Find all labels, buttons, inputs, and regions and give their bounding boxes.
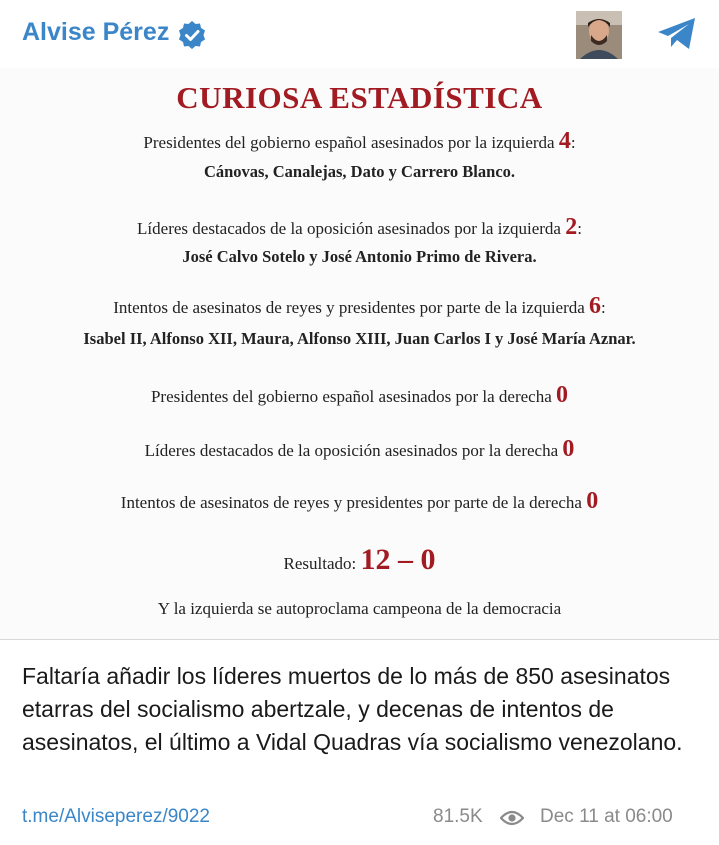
stat-line-4: Presidentes del gobierno español asesinados por la derecha 0	[150, 382, 569, 408]
view-count: 81.5K	[433, 806, 483, 827]
divider	[0, 639, 719, 640]
verified-badge-icon	[177, 20, 207, 50]
stat-line-3: Intentos de asesinatos de reyes y presidentes por parte de la izquierda 6:	[113, 293, 606, 319]
post-date: Dec 11 at 06:00	[540, 806, 673, 827]
eye-icon	[500, 809, 524, 827]
result-line: Resultado: 12 – 0	[283, 543, 436, 576]
post-header	[0, 0, 719, 68]
stat-line-5: Líderes destacados de la oposición asesinados por la derecha 0	[144, 436, 575, 462]
stat-names-3: Isabel II, Alfonso XII, Maura, Alfonso XIII, Juan Carlos I y José María Aznar.	[83, 329, 636, 348]
post-footer	[0, 806, 719, 832]
closing-line: Y la izquierda se autoproclama campeona de la democracia	[157, 599, 562, 618]
image-title: CURIOSA ESTADÍSTICA	[176, 80, 543, 115]
stat-names-2: José Calvo Sotelo y José Antonio Primo de Rivera.	[182, 247, 537, 266]
avatar[interactable]	[576, 11, 622, 59]
post-text: Faltaría añadir los líderes muertos de lo más de 850 asesinatos etarras del socialismo abertzale, y decenas de intentos de asesinatos, el último a Vidal Quadras vía socialismo venezolano.	[22, 663, 683, 755]
post-image[interactable]	[0, 68, 719, 639]
stat-names-1: Cánovas, Canalejas, Dato y Carrero Blanco.	[203, 162, 516, 181]
stat-line-6: Intentos de asesinatos de reyes y presidentes por parte de la derecha 0	[120, 488, 599, 514]
channel-name[interactable]: Alvise Pérez	[22, 18, 170, 46]
stat-line-2: Líderes destacados de la oposición asesinados por la izquierda 2:	[137, 214, 582, 240]
stat-line-1: Presidentes del gobierno español asesinados por la izquierda 4:	[143, 128, 576, 154]
telegram-plane-icon[interactable]	[656, 16, 698, 52]
post-link[interactable]: t.me/Alviseperez/9022	[22, 806, 210, 827]
